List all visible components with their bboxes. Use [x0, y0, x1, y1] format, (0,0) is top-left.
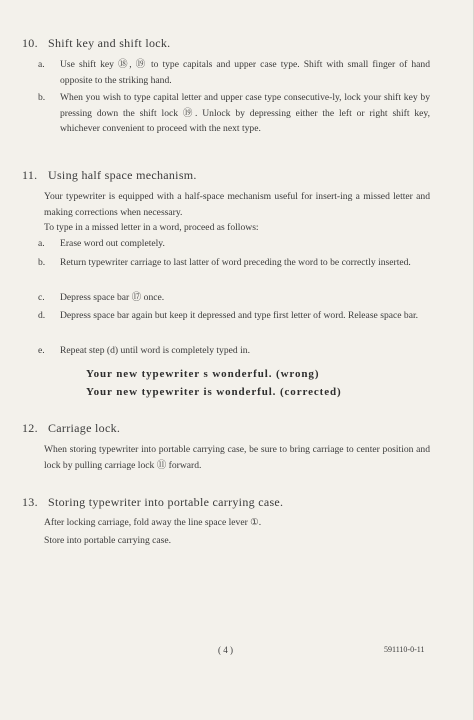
section-12-title: Carriage lock.	[48, 421, 121, 435]
item-text: Return typewriter carriage to last latter of word preceding the word to be correctly inserted.	[60, 257, 411, 268]
item-marker: b.	[38, 92, 46, 103]
section-10-item-b	[38, 90, 430, 137]
item-marker: a.	[38, 59, 45, 70]
section-11-item-b	[38, 255, 430, 271]
section-10-title: Shift key and shift lock.	[48, 36, 171, 50]
item-marker: b.	[38, 257, 46, 268]
item-marker: c.	[38, 292, 45, 303]
item-marker: e.	[38, 345, 45, 356]
section-11-item-d	[38, 308, 430, 324]
page-number: ( 4 )	[218, 645, 233, 655]
section-13-heading	[22, 495, 283, 510]
item-marker: a.	[38, 238, 45, 249]
document-code: 591110-0-11	[384, 645, 425, 654]
item-text: Erase word out completely.	[60, 238, 165, 249]
example-corrected: Your new typewriter is wonderful. (corrected)	[86, 386, 342, 398]
section-13-line-1: After locking carriage, fold away the line space lever ①.	[44, 517, 262, 528]
section-13-number: 13.	[22, 495, 38, 509]
section-10-item-a	[38, 57, 430, 88]
section-11-title: Using half space mechanism.	[48, 168, 197, 182]
section-11-heading	[22, 168, 197, 183]
item-text: Depress space bar ⑰ once.	[60, 292, 165, 303]
section-12-text: When storing typewriter into portable carrying case, be sure to bring carriage to center position and lock by pulling carriage lock ⑪ forward.	[44, 444, 430, 471]
example-wrong: Your new typewriter s wonderful. (wrong)	[86, 368, 320, 380]
section-11-item-a	[38, 236, 430, 252]
section-11-intro-2: To type in a missed letter in a word, proceed as follows:	[44, 222, 259, 233]
section-11-item-c	[38, 290, 430, 306]
section-13-line-2: Store into portable carrying case.	[44, 535, 172, 546]
section-10-heading	[22, 36, 170, 51]
section-10-number: 10.	[22, 36, 38, 50]
section-11-number: 11.	[22, 168, 38, 182]
item-text: Repeat step (d) until word is completely typed in.	[60, 345, 250, 356]
section-11-item-e	[38, 343, 430, 359]
item-text: Use shift key ⑱, ⑲ to type capitals and upper case type. Shift with small finger of hand opposite to the striking hand.	[60, 59, 430, 86]
section-12-number: 12.	[22, 421, 38, 435]
section-11-intro: Your typewriter is equipped with a half-space mechanism useful for insert-ing a missed letter and making corrections when necessary.	[44, 191, 430, 218]
section-13-title: Storing typewriter into portable carrying case.	[48, 495, 284, 509]
item-text: When you wish to type capital letter and upper case type consecutive-ly, lock your shift key by pressing down the shift lock ⑲. Unlock by depressing either the left or right shift key, whichever convenient to proceed with the next type.	[60, 92, 430, 134]
section-12-heading	[22, 421, 120, 436]
item-marker: d.	[38, 310, 46, 321]
item-text: Depress space bar again but keep it depressed and type first letter of word. Release space bar.	[60, 310, 419, 321]
